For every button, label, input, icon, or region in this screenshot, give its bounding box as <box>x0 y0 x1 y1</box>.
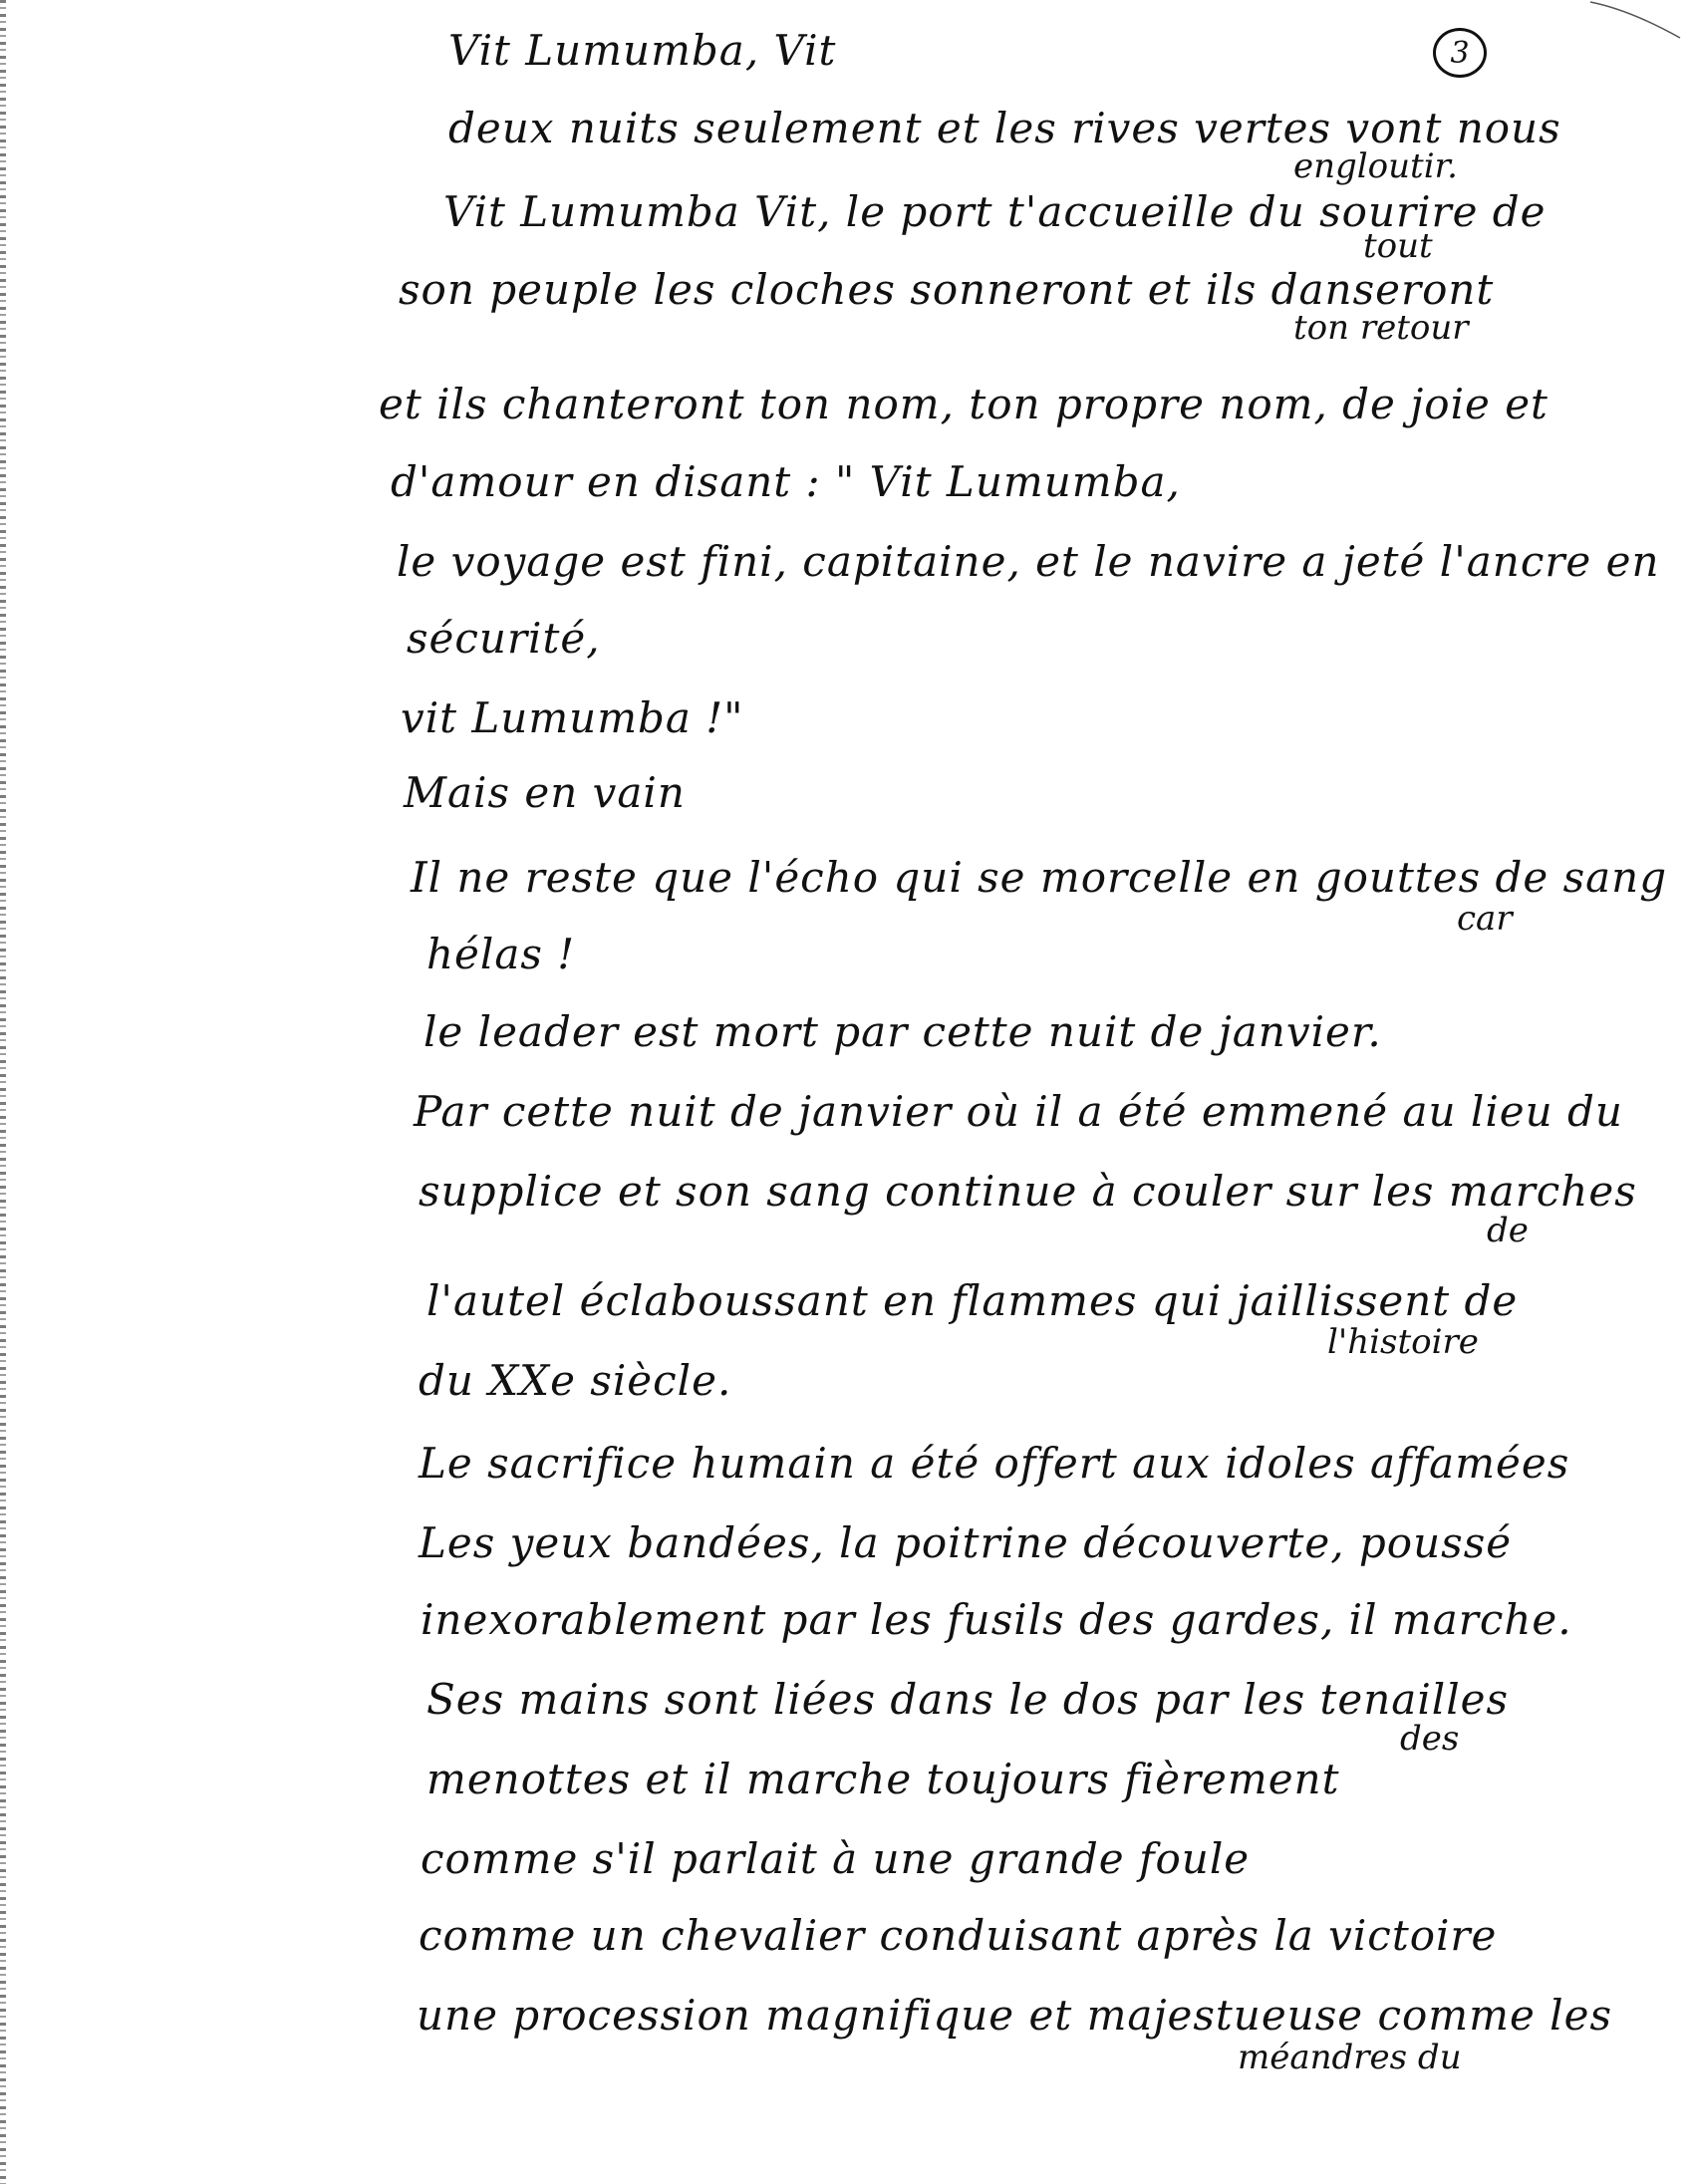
line-2: deux nuits seulement et les rives vertes vont nous <box>448 104 1561 152</box>
insertion-1: engloutir. <box>1293 146 1458 186</box>
line-19: Les yeux bandées, la poitrine découverte, poussé <box>419 1518 1513 1567</box>
line-11: Il ne reste que l'écho qui se morcelle en gouttes de sang <box>411 853 1668 902</box>
line-5: et ils chanteront ton nom, ton propre nom, de joie et <box>379 380 1549 428</box>
line-4: son peuple les cloches sonneront et ils danseront <box>399 265 1495 314</box>
line-10: Mais en vain <box>404 768 686 817</box>
line-12: hélas ! <box>426 930 576 978</box>
line-24: comme un chevalier conduisant après la victoire <box>419 1911 1498 1960</box>
insertion-8: méandres du <box>1238 2038 1462 2077</box>
line-7: le voyage est fini, capitaine, et le navire a jeté l'ancre en <box>397 537 1660 586</box>
line-20: inexorablement par les fusils des gardes, il marche. <box>421 1595 1572 1644</box>
line-22: menottes et il marche toujours fièrement <box>426 1755 1340 1803</box>
line-6: d'amour en disant : " Vit Lumumba, <box>391 457 1181 506</box>
page-number: 3 <box>1433 28 1487 78</box>
line-3: Vit Lumumba Vit, le port t'accueille du sourire de <box>443 187 1547 236</box>
corner-scan-mark <box>1580 0 1690 40</box>
insertion-2: tout <box>1363 226 1433 266</box>
insertion-6: l'histoire <box>1327 1322 1479 1362</box>
line-14: Par cette nuit de janvier où il a été emmené au lieu du <box>414 1087 1623 1136</box>
line-16: l'autel éclaboussant en flammes qui jaillissent de <box>426 1276 1519 1325</box>
line-17: du XXe siècle. <box>419 1356 732 1405</box>
insertion-3: ton retour <box>1293 308 1469 348</box>
line-25: une procession magnifique et majestueuse comme les <box>417 1991 1612 2040</box>
line-13: le leader est mort par cette nuit de janvier. <box>423 1007 1382 1056</box>
line-23: comme s'il parlait à une grande foule <box>421 1834 1251 1883</box>
insertion-4: car <box>1457 899 1513 939</box>
line-8: sécurité, <box>407 614 601 663</box>
insertion-5: de <box>1487 1211 1529 1250</box>
line-15: supplice et son sang continue à couler sur les marches <box>419 1167 1637 1216</box>
scan-edge <box>0 0 6 2184</box>
line-18: Le sacrifice humain a été offert aux idoles affamées <box>419 1439 1570 1488</box>
insertion-7: des <box>1400 1719 1460 1759</box>
line-21: Ses mains sont liées dans le dos par les tenailles <box>426 1675 1510 1724</box>
line-1: Vit Lumumba, Vit <box>448 26 837 75</box>
line-9: vit Lumumba !" <box>401 693 744 742</box>
